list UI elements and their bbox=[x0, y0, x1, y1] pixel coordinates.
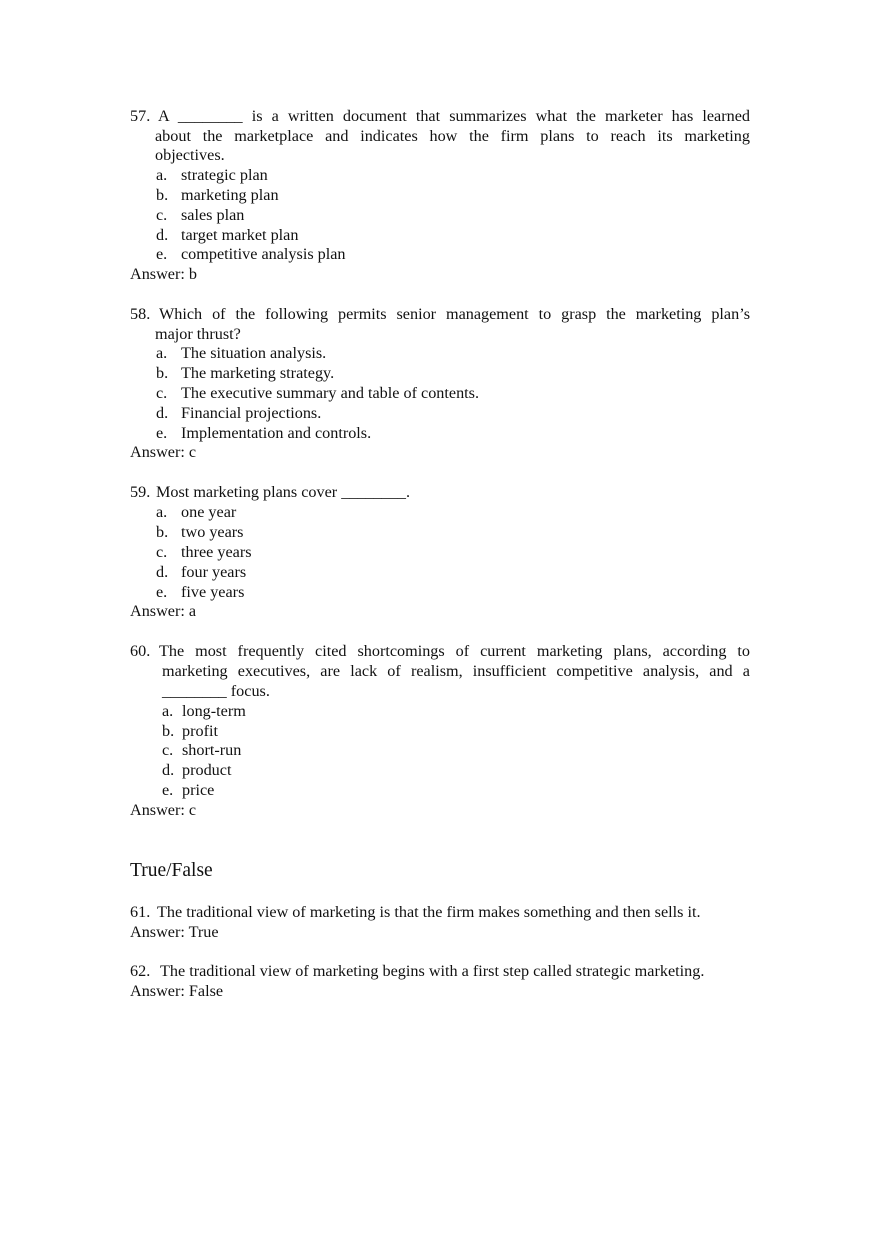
question-stem-line: A ________ is a written document that summarizes what the marketer has learned bbox=[158, 107, 750, 125]
question-stem-line: The most frequently cited shortcomings of current marketing plans, according to bbox=[159, 642, 750, 660]
option-text: four years bbox=[181, 563, 247, 581]
answer-line: Answer: True bbox=[130, 923, 219, 941]
question-text: The traditional view of marketing is that the firm makes something and then sells it. bbox=[157, 903, 701, 921]
option-letter: c. bbox=[156, 384, 168, 402]
option-letter: a. bbox=[162, 702, 174, 720]
question-stem-line: about the marketplace and indicates how the firm plans to reach its marketing bbox=[155, 127, 750, 145]
question-stem-line: Most marketing plans cover ________. bbox=[156, 483, 411, 501]
answer-line: Answer: b bbox=[130, 265, 197, 283]
option-text: profit bbox=[182, 722, 218, 740]
option-letter: b. bbox=[162, 722, 175, 740]
option-letter: c. bbox=[156, 206, 168, 224]
option-text: product bbox=[182, 761, 232, 779]
question-number: 61. bbox=[130, 903, 151, 921]
option-text: two years bbox=[181, 523, 244, 541]
option-letter: e. bbox=[156, 245, 168, 263]
option-text: marketing plan bbox=[181, 186, 279, 204]
option-letter: c. bbox=[162, 741, 174, 759]
option-letter: e. bbox=[156, 424, 168, 442]
answer-line: Answer: a bbox=[130, 602, 197, 620]
question-text: The traditional view of marketing begins with a first step called strategic marketing. bbox=[160, 962, 705, 980]
question-stem-line: Which of the following permits senior management to grasp the marketing plan’s bbox=[159, 305, 750, 323]
option-letter: d. bbox=[156, 226, 169, 244]
question-number: 57. bbox=[130, 107, 151, 125]
option-letter: b. bbox=[156, 364, 169, 382]
option-letter: c. bbox=[156, 543, 168, 561]
option-letter: b. bbox=[156, 186, 169, 204]
option-text: price bbox=[182, 781, 215, 799]
section-heading: True/False bbox=[130, 860, 213, 881]
question-number: 62. bbox=[130, 962, 151, 980]
option-text: sales plan bbox=[181, 206, 245, 224]
answer-line: Answer: c bbox=[130, 801, 197, 819]
option-text: strategic plan bbox=[181, 166, 268, 184]
option-text: The situation analysis. bbox=[181, 344, 327, 362]
option-text: target market plan bbox=[181, 226, 299, 244]
option-letter: d. bbox=[156, 563, 169, 581]
option-text: long-term bbox=[182, 702, 246, 720]
option-text: three years bbox=[181, 543, 252, 561]
question-number: 58. bbox=[130, 305, 151, 323]
question-stem-line: ________ focus. bbox=[162, 682, 270, 700]
question-stem-line: objectives. bbox=[155, 146, 225, 164]
option-letter: e. bbox=[156, 583, 168, 601]
answer-line: Answer: c bbox=[130, 443, 197, 461]
question-stem-line: major thrust? bbox=[155, 325, 241, 343]
option-text: short-run bbox=[182, 741, 242, 759]
option-letter: e. bbox=[162, 781, 174, 799]
option-letter: a. bbox=[156, 503, 168, 521]
option-text: five years bbox=[181, 583, 245, 601]
option-text: Financial projections. bbox=[181, 404, 322, 422]
option-text: Implementation and controls. bbox=[181, 424, 372, 442]
option-letter: a. bbox=[156, 344, 168, 362]
question-number: 59. bbox=[130, 483, 151, 501]
question-number: 60. bbox=[130, 642, 151, 660]
option-text: The executive summary and table of contents. bbox=[181, 384, 480, 402]
option-letter: b. bbox=[156, 523, 169, 541]
option-text: one year bbox=[181, 503, 237, 521]
option-text: competitive analysis plan bbox=[181, 245, 346, 263]
option-text: The marketing strategy. bbox=[181, 364, 335, 382]
answer-line: Answer: False bbox=[130, 982, 224, 1000]
option-letter: d. bbox=[156, 404, 169, 422]
question-stem-line: marketing executives, are lack of realism, insufficient competitive analysis, and a bbox=[162, 662, 750, 680]
option-letter: d. bbox=[162, 761, 175, 779]
option-letter: a. bbox=[156, 166, 168, 184]
